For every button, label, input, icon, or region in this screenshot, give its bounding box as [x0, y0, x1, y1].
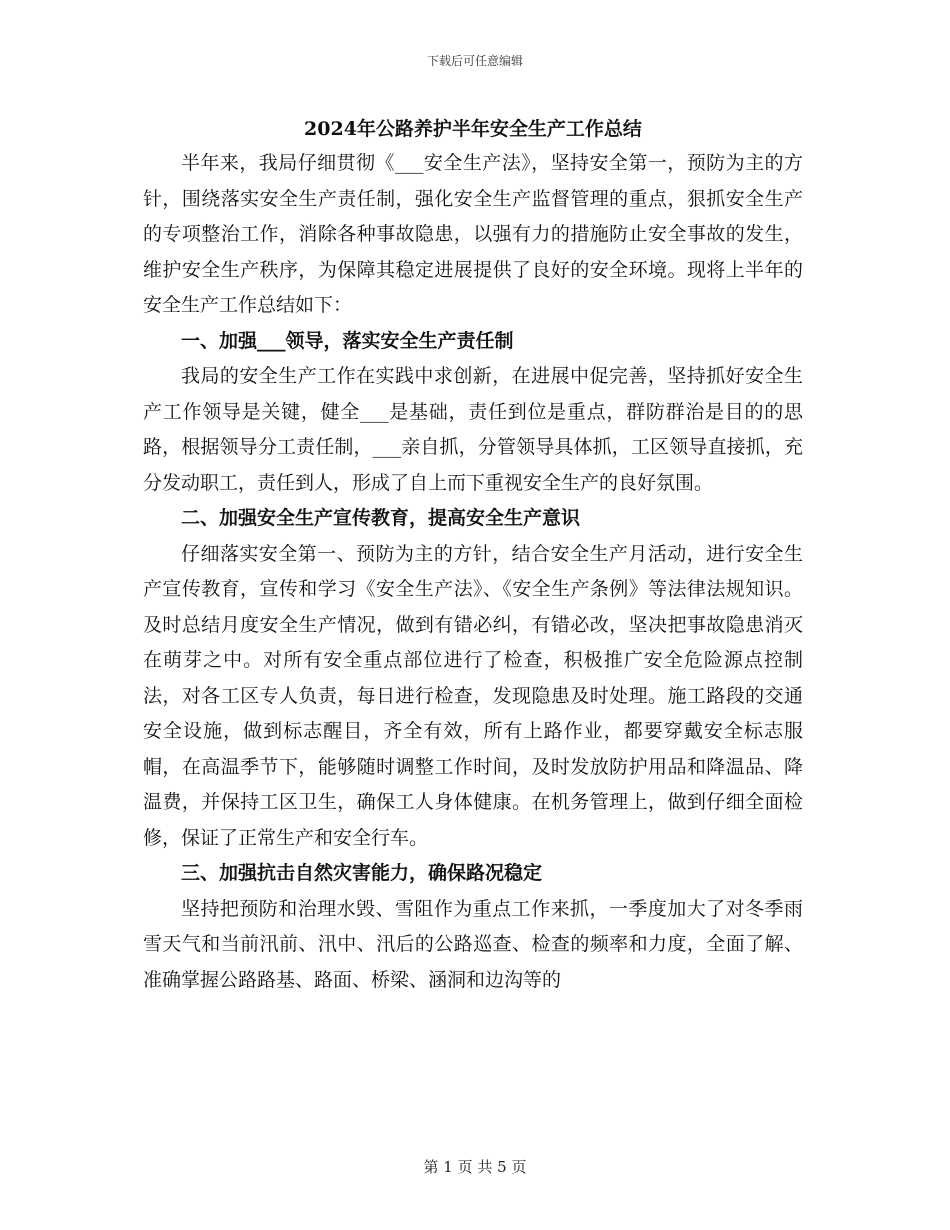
page-number: 第 1 页 共 5 页 — [423, 1158, 527, 1176]
header-note: 下载后可任意编辑 — [426, 54, 523, 68]
section-3-body: 坚持把预防和治理水毁、雪阻作为重点工作来抓，一季度加大了对冬季雨雪天气和当前汛前、汛中、汛后的公路巡查、检查的频率和力度，全面了解、准确掌握公路路基、路面、桥梁、涵洞和边沟等的 — [143, 897, 803, 991]
section-2-heading: 二、加强安全生产宣传教育，提高安全生产意识 — [181, 507, 581, 529]
intro-paragraph: 半年来，我局仔细贯彻《___安全生产法》，坚持安全第一，预防为主的方针，围绕落实安全生产责任制，强化安全生产监督管理的重点，狠抓安全生产的专项整治工作，消除各种事故隐患，以强有力的措施防止安全事故的发生，维护安全生产秩序，为保障其稳定进展提供了良好的安全环境。现将上半年的安全生产工作总结如下： — [143, 152, 803, 316]
section-1-heading: 一、加强___领导，落实安全生产责任制 — [181, 329, 514, 352]
section-2-body: 仔细落实安全第一、预防为主的方针，结合安全生产月活动，进行安全生产宣传教育，宣传和学习《安全生产法》、《安全生产条例》等法律法规知识。及时总结月度安全生产情况，做到有错必纠，有错必改，坚决把事故隐患消灭在萌芽之中。对所有安全重点部位进行了检查，积极推广安全危险源点控制法，对各工区专人负责，每日进行检查，发现隐患及时处理。施工路段的交通安全设施，做到标志醒目，齐全有效，所有上路作业，都要穿戴安全标志服帽，在高温季节下，能够随时调整工作时间，及时发放防护用品和降温品、降温费，并保持工区卫生，确保工人身体健康。在机务管理上，做到仔细全面检修，保证了正常生产和安全行车。 — [143, 542, 803, 849]
section-3-heading: 三、加强抗击自然灾害能力，确保路况稳定 — [181, 862, 543, 884]
document-page — [143, 112, 803, 998]
document-title: 2024年公路养护半年安全生产工作总结 — [304, 118, 642, 140]
section-1-body: 我局的安全生产工作在实践中求创新，在进展中促完善，坚持抓好安全生产工作领导是关键，健全___是基础，责任到位是重点，群防群治是目的的思路，根据领导分工责任制，___亲自抓，分管领导具体抓，工区领导直接抓，充分发动职工，责任到人，形成了自上而下重视安全生产的良好氛围。 — [143, 365, 803, 494]
